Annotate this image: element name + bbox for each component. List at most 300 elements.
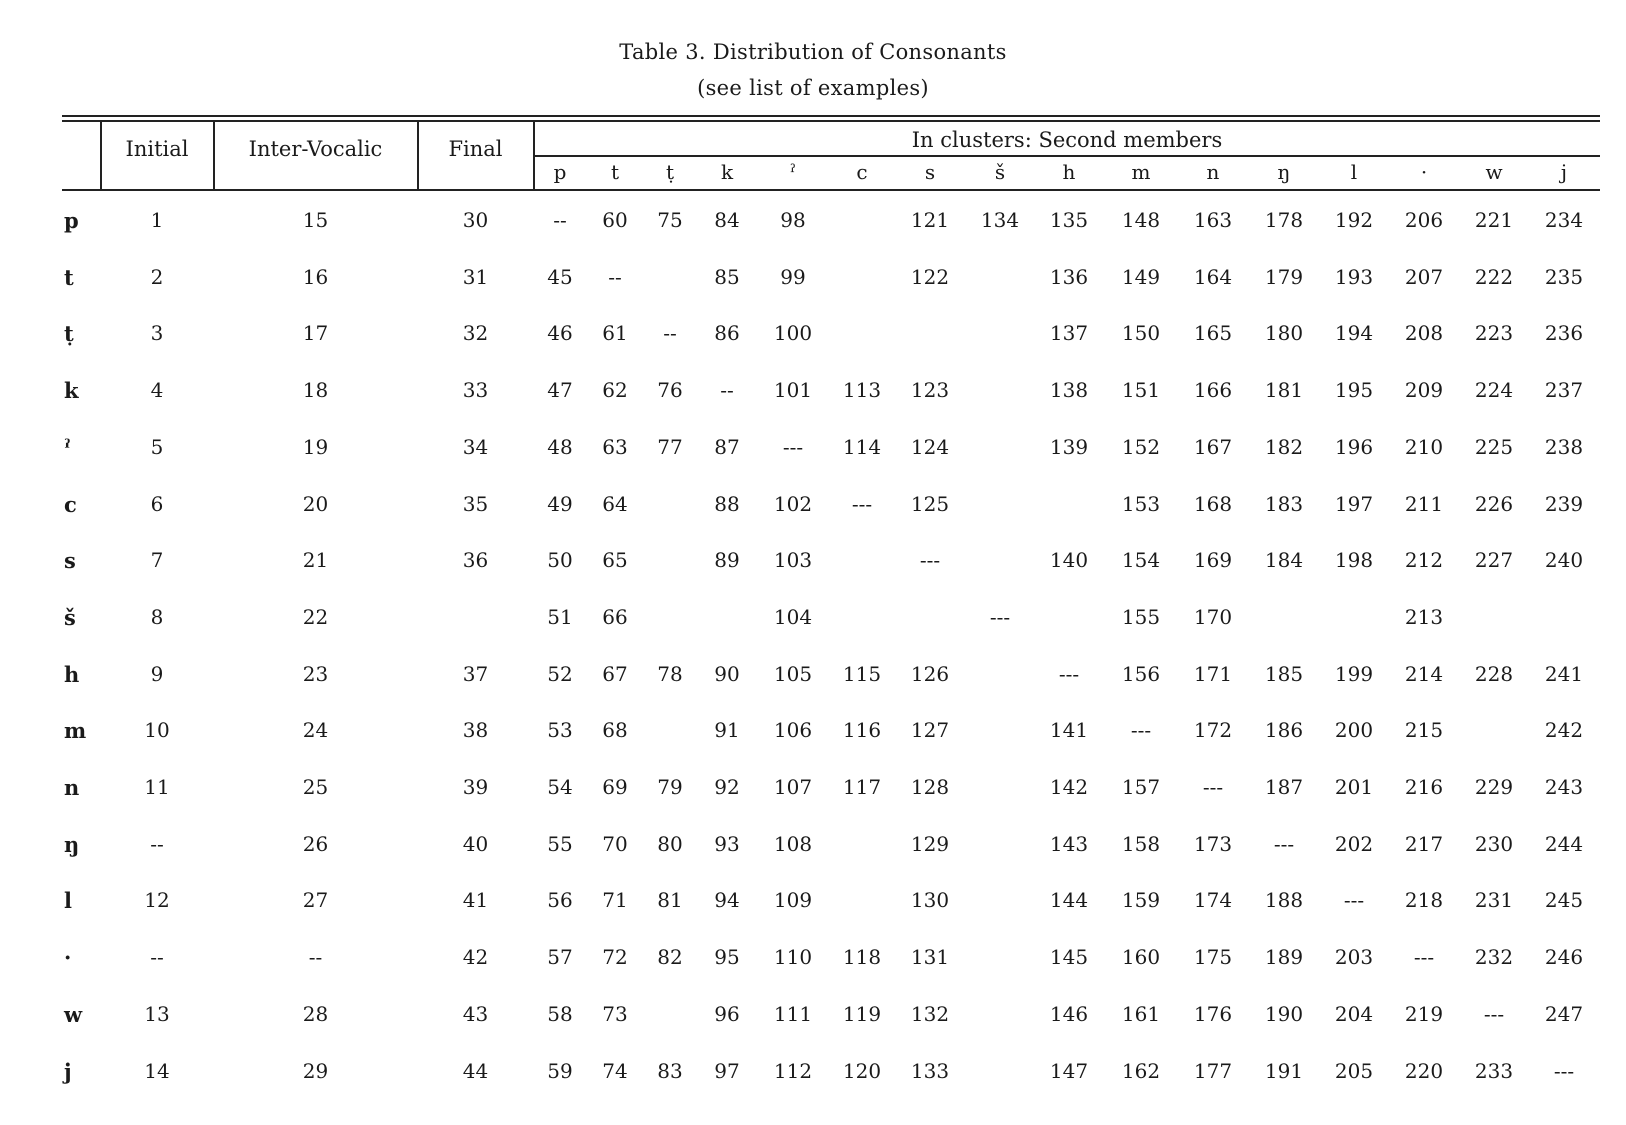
cell-cluster: 161 [1121,1001,1161,1026]
cell-cluster: 163 [1193,208,1233,232]
cell-cluster: 64 [602,491,628,516]
cell-cluster: 176 [1193,1001,1233,1026]
subheader-second-member: ˀ [790,160,796,184]
row-label: t [64,264,74,290]
cell-cluster: 222 [1474,264,1514,289]
row-label: k [64,378,79,404]
cell-cluster: 128 [910,775,950,799]
cell-cluster: 57 [547,945,573,970]
row-label: š [64,604,76,630]
cell-initial: 14 [144,1058,170,1083]
subheader-second-member: ṭ [665,160,675,184]
cell-cluster: 139 [1049,434,1089,459]
cell-intervocalic: 24 [302,718,329,743]
cell-cluster: 104 [773,604,813,629]
cell-initial: 6 [150,491,164,516]
cell-cluster: 158 [1121,831,1161,856]
cell-cluster: 146 [1049,1001,1089,1026]
cell-cluster: 235 [1544,264,1584,289]
cell-cluster: --- [851,491,873,516]
subheader-second-member: c [856,160,868,184]
cell-cluster: 138 [1049,378,1089,403]
subheader-second-member: š [994,160,1006,184]
cell-cluster: 165 [1193,321,1233,346]
cell-cluster: 168 [1193,491,1233,516]
cell-final: 31 [462,264,489,289]
cell-cluster: 63 [602,434,628,459]
cell-cluster: 155 [1121,604,1161,629]
cell-cluster: 175 [1193,945,1233,970]
cell-cluster: 186 [1264,718,1304,743]
cell-intervocalic: 25 [302,775,329,799]
cell-cluster: 227 [1474,548,1514,573]
cell-cluster: 193 [1334,264,1374,289]
cell-intervocalic: 15 [302,208,329,232]
cell-cluster: 229 [1474,775,1514,799]
cell-initial: -- [150,831,164,856]
cell-cluster: 103 [773,548,813,573]
cell-intervocalic: 27 [302,888,329,913]
subheader-second-member: l [1350,160,1358,184]
row-label: w [64,1001,83,1027]
cell-cluster: 124 [910,434,950,459]
cell-cluster: 123 [910,378,950,403]
cell-intervocalic: 21 [302,548,329,573]
cell-cluster: 247 [1544,1001,1584,1026]
cell-cluster: 54 [547,775,573,799]
cell-cluster: 190 [1264,1001,1304,1026]
cell-cluster: --- [919,548,941,573]
cell-cluster: 154 [1121,548,1161,573]
cell-cluster: 115 [842,661,882,686]
cell-cluster: 135 [1049,208,1089,232]
cell-cluster: 122 [910,264,950,289]
cell-cluster: 77 [657,434,683,459]
cell-cluster: 150 [1121,321,1161,346]
cell-cluster: 106 [773,718,813,743]
header-bottom-rule [62,189,1600,191]
cell-cluster: 110 [773,945,813,970]
cell-cluster: 213 [1404,604,1444,629]
cell-cluster: 195 [1334,378,1374,403]
cell-cluster: 200 [1334,718,1374,743]
row-label: ˀ [64,434,71,460]
cell-cluster: 197 [1334,491,1374,516]
subheader-second-member: k [720,160,734,184]
cell-cluster: 72 [602,945,628,970]
cell-cluster: 111 [773,1001,813,1026]
cell-cluster: 109 [773,888,813,913]
cell-cluster: 52 [547,661,573,686]
subheader-second-member: h [1062,160,1076,184]
cell-final: 41 [462,888,489,913]
cell-cluster: 66 [602,604,628,629]
header-intervocalic: Inter-Vocalic [248,137,383,161]
cell-cluster: 99 [780,264,806,289]
top-rule-upper [62,115,1600,117]
cell-cluster: 223 [1474,321,1514,346]
cell-initial: 2 [150,264,164,289]
cell-cluster: 244 [1544,831,1584,856]
cell-initial: 12 [144,888,170,913]
cell-cluster: 59 [547,1058,573,1083]
cell-final: 36 [462,548,489,573]
cell-cluster: 116 [842,718,882,743]
cell-cluster: 218 [1404,888,1444,913]
cell-cluster: --- [1130,718,1152,743]
cell-cluster: 119 [842,1001,882,1026]
cell-cluster: 187 [1264,775,1304,799]
cell-cluster: -- [720,378,734,403]
cell-cluster: 117 [842,775,882,799]
subheader-second-member: w [1485,160,1503,184]
cell-cluster: 199 [1334,661,1374,686]
cell-cluster: 152 [1121,434,1161,459]
cell-cluster: 75 [657,208,683,232]
cell-final: 35 [462,491,489,516]
subheader-second-member: · [1420,160,1428,184]
cell-final: 40 [462,831,489,856]
cell-cluster: 239 [1544,491,1584,516]
cell-final: 39 [462,775,489,799]
cell-cluster: 47 [547,378,573,403]
subheader-second-member: m [1131,160,1151,184]
cell-cluster: 56 [547,888,573,913]
row-label: h [64,661,80,687]
cell-cluster: 136 [1049,264,1089,289]
cell-cluster: 85 [714,264,740,289]
cell-cluster: 183 [1264,491,1304,516]
cell-initial: 1 [150,208,164,232]
cell-cluster: 201 [1334,775,1374,799]
cell-cluster: 245 [1544,888,1584,913]
cell-cluster: --- [1483,1001,1505,1026]
cell-cluster: 185 [1264,661,1304,686]
cell-cluster: 214 [1404,661,1444,686]
cell-cluster: 125 [910,491,950,516]
cell-final: 33 [462,378,489,403]
cell-cluster: 237 [1544,378,1584,403]
cell-cluster: 118 [842,945,882,970]
cell-cluster: 191 [1264,1058,1304,1083]
cell-cluster: 184 [1264,548,1304,573]
cell-cluster: 84 [714,208,740,232]
cell-cluster: 166 [1193,378,1233,403]
cell-initial: 5 [150,434,164,459]
cell-final: 30 [462,208,489,232]
cell-intervocalic: -- [308,945,323,970]
cell-cluster: -- [553,208,567,232]
cell-cluster: 70 [602,831,628,856]
cell-intervocalic: 16 [302,264,329,289]
subheader-second-member: ŋ [1277,160,1291,184]
cell-initial: -- [150,945,164,970]
cell-cluster: --- [1202,775,1224,799]
cell-cluster: 189 [1264,945,1304,970]
cell-cluster: 231 [1474,888,1514,913]
cell-cluster: 157 [1121,775,1161,799]
cell-cluster: 130 [910,888,950,913]
subheader-second-member: j [1560,160,1568,184]
cell-cluster: --- [1553,1058,1575,1083]
cell-cluster: 192 [1334,208,1374,232]
top-rule-lower [62,120,1600,122]
row-label: ŋ [64,831,80,857]
cell-initial: 7 [150,548,164,573]
row-label: s [64,548,76,574]
cell-cluster: 71 [602,888,628,913]
cell-cluster: --- [989,604,1011,629]
cell-intervocalic: 22 [302,604,329,629]
cell-cluster: 238 [1544,434,1584,459]
cell-cluster: 179 [1264,264,1304,289]
cell-cluster: 233 [1474,1058,1514,1083]
cell-cluster: 242 [1544,718,1584,743]
cell-cluster: 240 [1544,548,1584,573]
cell-intervocalic: 29 [302,1058,329,1083]
cell-cluster: 61 [602,321,628,346]
cell-cluster: 69 [602,775,628,799]
cell-intervocalic: 19 [302,434,329,459]
cell-final: 44 [462,1058,489,1083]
cell-cluster: 207 [1404,264,1444,289]
cell-cluster: 216 [1404,775,1444,799]
cell-cluster: 140 [1049,548,1089,573]
cell-cluster: 53 [547,718,573,743]
cell-cluster: 60 [602,208,628,232]
cell-cluster: 112 [773,1058,813,1083]
cell-cluster: 167 [1193,434,1233,459]
subheader-second-member: t [610,160,620,184]
cell-intervocalic: 23 [302,661,329,686]
cell-cluster: 203 [1334,945,1374,970]
cell-cluster: 160 [1121,945,1161,970]
cell-cluster: 230 [1474,831,1514,856]
cell-intervocalic: 28 [302,1001,329,1026]
cell-cluster: 78 [657,661,683,686]
cell-intervocalic: 17 [302,321,329,346]
row-label: c [64,491,77,517]
cell-cluster: 96 [714,1001,740,1026]
header-initial: Initial [125,137,189,161]
cell-initial: 9 [150,661,164,686]
cell-cluster: 133 [910,1058,950,1083]
cell-cluster: 68 [602,718,628,743]
cell-cluster: 219 [1404,1001,1444,1026]
cell-cluster: 243 [1544,775,1584,799]
cell-cluster: 174 [1193,888,1233,913]
cell-initial: 13 [144,1001,170,1026]
cell-cluster: 202 [1334,831,1374,856]
cell-cluster: 107 [773,775,813,799]
cell-cluster: 145 [1049,945,1089,970]
cell-cluster: 159 [1121,888,1161,913]
cell-cluster: 80 [657,831,683,856]
table-title: Table 3. Distribution of Consonants [619,40,1007,64]
cell-cluster: 88 [714,491,740,516]
cell-cluster: -- [663,321,677,346]
row-label: n [64,775,80,800]
cell-cluster: 67 [602,661,628,686]
cell-cluster: 73 [602,1001,628,1026]
cell-cluster: 211 [1404,491,1444,516]
cell-cluster: 209 [1404,378,1444,403]
cell-cluster: 180 [1264,321,1304,346]
cell-intervocalic: 26 [302,831,329,856]
cell-cluster: 92 [714,775,740,799]
cell-cluster: 217 [1404,831,1444,856]
cell-cluster: 101 [773,378,813,403]
subheader-second-member: p [553,160,567,184]
cell-cluster: 134 [980,208,1020,232]
cell-cluster: 205 [1334,1058,1374,1083]
cluster-caption-rule [534,155,1600,157]
row-label: p [64,208,79,233]
cell-cluster: 156 [1121,661,1161,686]
cell-cluster: 210 [1404,434,1444,459]
cell-cluster: 114 [842,434,882,459]
subheader-second-member: s [924,160,936,184]
cell-cluster: 93 [714,831,740,856]
cell-cluster: 142 [1049,775,1089,799]
cell-cluster: 58 [547,1001,573,1026]
cell-cluster: 108 [773,831,813,856]
cell-cluster: 246 [1544,945,1584,970]
cell-cluster: 171 [1193,661,1233,686]
cell-cluster: 143 [1049,831,1089,856]
cell-cluster: 48 [547,434,573,459]
cell-cluster: 220 [1404,1058,1444,1083]
cell-cluster: 215 [1404,718,1444,743]
cell-cluster: 46 [547,321,573,346]
cell-cluster: 188 [1264,888,1304,913]
cell-initial: 4 [150,378,164,403]
header-final: Final [448,137,503,161]
cell-cluster: 164 [1193,264,1233,289]
cell-cluster: 129 [910,831,950,856]
cell-cluster: 121 [910,208,950,232]
cell-cluster: 148 [1121,208,1161,232]
cell-cluster: 225 [1474,434,1514,459]
cell-final: 43 [462,1001,489,1026]
cell-cluster: 97 [714,1058,740,1083]
cell-cluster: 173 [1193,831,1233,856]
cell-final: 42 [462,945,489,970]
cell-cluster: 198 [1334,548,1374,573]
cell-cluster: 105 [773,661,813,686]
cell-cluster: --- [1413,945,1435,970]
cell-cluster: 102 [773,491,813,516]
cell-cluster: 65 [602,548,628,573]
cell-cluster: 87 [714,434,740,459]
cell-cluster: 228 [1474,661,1514,686]
cell-final: 37 [462,661,489,686]
cell-cluster: 172 [1193,718,1233,743]
cell-cluster: 76 [657,378,683,403]
cell-cluster: 62 [602,378,628,403]
cell-cluster: 45 [547,264,573,289]
cell-cluster: 94 [714,888,740,913]
cell-final: 34 [462,434,489,459]
cell-cluster: 149 [1121,264,1161,289]
cell-cluster: 241 [1544,661,1584,686]
row-label: m [64,718,87,744]
cell-cluster: 50 [547,548,573,573]
subheader-second-member: n [1206,160,1220,184]
table-subtitle: (see list of examples) [697,76,929,100]
cell-cluster: --- [782,434,804,459]
cell-cluster: -- [608,264,622,289]
cell-cluster: 95 [714,945,740,970]
cell-initial: 8 [150,604,164,629]
cell-initial: 3 [150,321,164,346]
cell-cluster: 91 [714,718,740,743]
cell-cluster: 170 [1193,604,1233,629]
cell-cluster: 90 [714,661,740,686]
cell-cluster: 232 [1474,945,1514,970]
cell-cluster: 141 [1049,718,1089,743]
cell-final: 32 [462,321,489,346]
cell-cluster: 162 [1121,1058,1161,1083]
cell-cluster: 224 [1474,378,1514,403]
cell-cluster: 120 [842,1058,882,1083]
cell-cluster: 196 [1334,434,1374,459]
cell-cluster: 83 [657,1058,683,1083]
cell-cluster: --- [1058,661,1080,686]
cell-cluster: 147 [1049,1058,1089,1083]
cell-cluster: 127 [910,718,950,743]
cell-cluster: 89 [714,548,740,573]
cell-cluster: 113 [842,378,882,403]
row-label: j [64,1058,72,1084]
cell-cluster: 182 [1264,434,1304,459]
cell-cluster: 236 [1544,321,1584,346]
cell-cluster: 126 [910,661,950,686]
cell-cluster: 49 [547,491,573,516]
cell-cluster: 132 [910,1001,950,1026]
cell-cluster: 204 [1334,1001,1374,1026]
cell-cluster: --- [1343,888,1365,913]
cell-cluster: 177 [1193,1058,1233,1083]
cell-final: 38 [462,718,489,743]
cell-cluster: 100 [773,321,813,346]
cell-intervocalic: 18 [302,378,329,403]
cell-cluster: 208 [1404,321,1444,346]
row-label: · [64,945,72,971]
cell-cluster: 206 [1404,208,1444,232]
cell-cluster: 153 [1121,491,1161,516]
cell-cluster: 137 [1049,321,1089,346]
cell-cluster: 82 [657,945,683,970]
cell-cluster: 169 [1193,548,1233,573]
row-label: l [64,888,72,914]
cell-initial: 10 [144,718,170,743]
cell-cluster: 181 [1264,378,1304,403]
cell-cluster: 151 [1121,378,1161,403]
row-label: ṭ [64,321,74,347]
cell-cluster: 226 [1474,491,1514,516]
cell-cluster: 51 [547,604,573,629]
cell-intervocalic: 20 [302,491,329,516]
cell-cluster: --- [1273,831,1295,856]
cell-cluster: 98 [780,208,806,232]
cell-cluster: 178 [1264,208,1304,232]
cell-cluster: 55 [547,831,573,856]
cell-cluster: 144 [1049,888,1089,913]
cell-initial: 11 [144,775,170,799]
cell-cluster: 212 [1404,548,1444,573]
cell-cluster: 131 [910,945,950,970]
